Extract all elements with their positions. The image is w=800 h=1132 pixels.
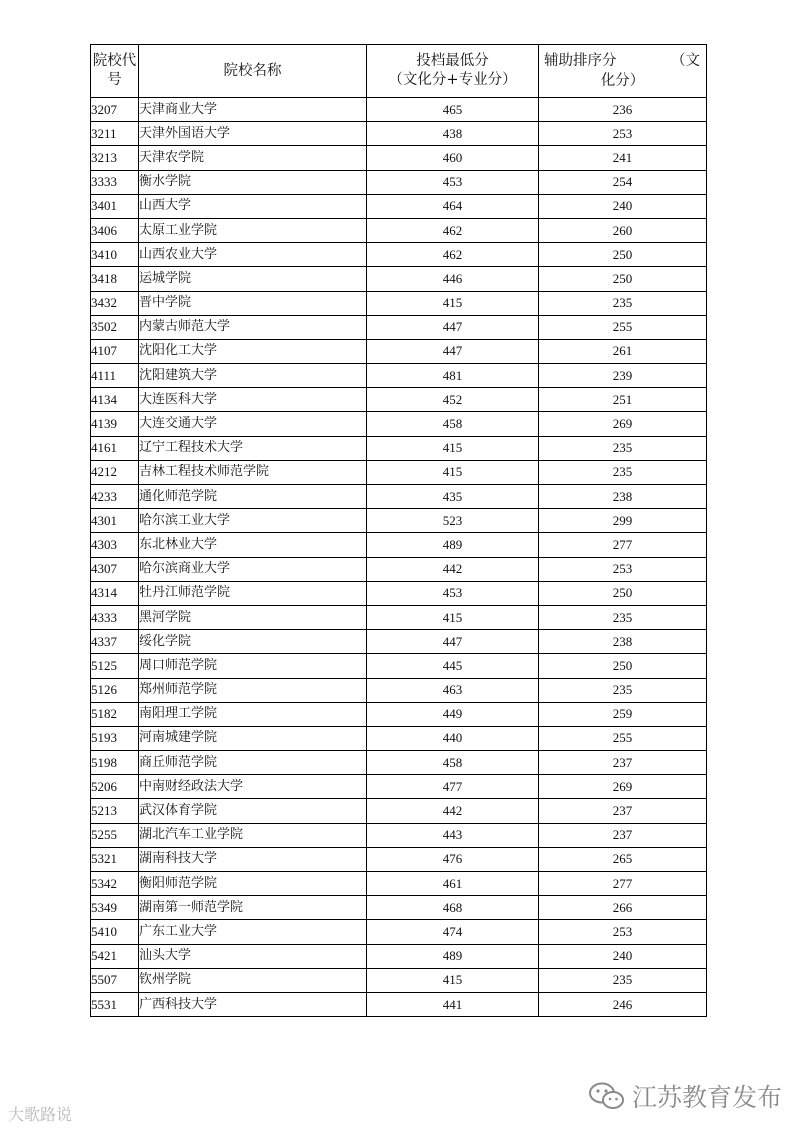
school-name-cell: 中南财经政法大学: [139, 775, 367, 799]
school-code-cell: 4107: [91, 339, 139, 363]
school-name-cell: 通化师范学院: [139, 485, 367, 509]
school-code-cell: 5421: [91, 944, 139, 968]
school-code-cell: 5531: [91, 992, 139, 1016]
aux-score-cell: 255: [539, 726, 707, 750]
header-aux-score-paren: （文: [671, 53, 700, 69]
aux-score-cell: 260: [539, 218, 707, 242]
aux-score-cell: 269: [539, 412, 707, 436]
min-score-cell: 461: [367, 872, 539, 896]
school-code-cell: 3401: [91, 194, 139, 218]
school-code-cell: 4314: [91, 581, 139, 605]
table-row: [91, 872, 707, 896]
aux-score-cell: 235: [539, 678, 707, 702]
min-score-cell: 442: [367, 799, 539, 823]
school-code-cell: 5198: [91, 751, 139, 775]
aux-score-cell: 236: [539, 98, 707, 122]
min-score-cell: 489: [367, 944, 539, 968]
school-code-cell: 5182: [91, 702, 139, 726]
min-score-cell: 446: [367, 267, 539, 291]
school-name-cell: 湖南科技大学: [139, 847, 367, 871]
header-aux-score-line2: 化分）: [600, 73, 645, 89]
school-code-cell: 3213: [91, 146, 139, 170]
school-name-cell: 大连医科大学: [139, 388, 367, 412]
school-name-cell: 山西大学: [139, 194, 367, 218]
school-code-cell: 5255: [91, 823, 139, 847]
aux-score-cell: 238: [539, 485, 707, 509]
school-name-cell: 河南城建学院: [139, 726, 367, 750]
table-row: [91, 364, 707, 388]
school-code-cell: 3211: [91, 122, 139, 146]
min-score-cell: 458: [367, 751, 539, 775]
watermark-left: 大歌路说: [8, 1105, 73, 1124]
school-name-cell: 辽宁工程技术大学: [139, 436, 367, 460]
min-score-cell: 452: [367, 388, 539, 412]
watermark-right: [588, 1078, 782, 1114]
aux-score-cell: 240: [539, 944, 707, 968]
aux-score-cell: 240: [539, 194, 707, 218]
school-code-cell: 4161: [91, 436, 139, 460]
school-code-cell: 4111: [91, 364, 139, 388]
min-score-cell: 453: [367, 170, 539, 194]
min-score-cell: 465: [367, 98, 539, 122]
min-score-cell: 476: [367, 847, 539, 871]
min-score-cell: 435: [367, 485, 539, 509]
school-code-cell: 5193: [91, 726, 139, 750]
table-row: [91, 412, 707, 436]
school-code-cell: 4212: [91, 460, 139, 484]
school-code-cell: 5342: [91, 872, 139, 896]
table-row: [91, 726, 707, 750]
min-score-cell: 445: [367, 654, 539, 678]
school-code-cell: 5321: [91, 847, 139, 871]
aux-score-cell: 277: [539, 872, 707, 896]
aux-score-cell: 299: [539, 509, 707, 533]
school-name-cell: 哈尔滨工业大学: [139, 509, 367, 533]
school-code-cell: 4233: [91, 485, 139, 509]
school-name-cell: 大连交通大学: [139, 412, 367, 436]
school-code-cell: 5213: [91, 799, 139, 823]
table-row: [91, 98, 707, 122]
table-row: [91, 992, 707, 1016]
school-name-cell: 广西科技大学: [139, 992, 367, 1016]
table-row: [91, 823, 707, 847]
school-code-cell: 3406: [91, 218, 139, 242]
min-score-cell: 438: [367, 122, 539, 146]
min-score-cell: 453: [367, 581, 539, 605]
aux-score-cell: 250: [539, 243, 707, 267]
school-code-cell: 4333: [91, 605, 139, 629]
school-code-cell: 3502: [91, 315, 139, 339]
table-row: [91, 896, 707, 920]
min-score-cell: 443: [367, 823, 539, 847]
min-score-cell: 462: [367, 218, 539, 242]
aux-score-cell: 265: [539, 847, 707, 871]
min-score-cell: 468: [367, 896, 539, 920]
min-score-cell: 447: [367, 630, 539, 654]
aux-score-cell: 250: [539, 267, 707, 291]
min-score-cell: 523: [367, 509, 539, 533]
table-row: [91, 702, 707, 726]
school-code-cell: 5410: [91, 920, 139, 944]
min-score-cell: 477: [367, 775, 539, 799]
school-code-cell: 5125: [91, 654, 139, 678]
aux-score-cell: 237: [539, 799, 707, 823]
table-row: [91, 968, 707, 992]
header-row: [91, 45, 707, 98]
aux-score-cell: 253: [539, 920, 707, 944]
table-row: [91, 654, 707, 678]
school-name-cell: 衡水学院: [139, 170, 367, 194]
min-score-cell: 474: [367, 920, 539, 944]
min-score-cell: 440: [367, 726, 539, 750]
school-name-cell: 汕头大学: [139, 944, 367, 968]
table-row: [91, 146, 707, 170]
aux-score-cell: 235: [539, 605, 707, 629]
school-code-cell: 5126: [91, 678, 139, 702]
header-school-name: 院校名称: [139, 45, 367, 98]
school-code-cell: 3207: [91, 98, 139, 122]
school-code-cell: 4303: [91, 533, 139, 557]
min-score-cell: 447: [367, 315, 539, 339]
table-row: [91, 775, 707, 799]
aux-score-cell: 239: [539, 364, 707, 388]
header-min-score-line1: 投档最低分: [416, 53, 489, 69]
school-name-cell: 商丘师范学院: [139, 751, 367, 775]
table-row: [91, 339, 707, 363]
header-aux-score: [539, 45, 707, 98]
school-code-cell: 5507: [91, 968, 139, 992]
aux-score-cell: 238: [539, 630, 707, 654]
min-score-cell: 415: [367, 460, 539, 484]
school-name-cell: 天津商业大学: [139, 98, 367, 122]
aux-score-cell: 259: [539, 702, 707, 726]
aux-score-cell: 255: [539, 315, 707, 339]
table-row: [91, 388, 707, 412]
table-row: [91, 291, 707, 315]
table-row: [91, 630, 707, 654]
table-row: [91, 122, 707, 146]
school-name-cell: 郑州师范学院: [139, 678, 367, 702]
school-name-cell: 内蒙古师范大学: [139, 315, 367, 339]
table-row: [91, 799, 707, 823]
table-row: [91, 605, 707, 629]
admission-score-table: [90, 44, 707, 1017]
school-name-cell: 哈尔滨商业大学: [139, 557, 367, 581]
min-score-cell: 489: [367, 533, 539, 557]
min-score-cell: 460: [367, 146, 539, 170]
aux-score-cell: 250: [539, 581, 707, 605]
wechat-icon: [588, 1081, 626, 1111]
aux-score-cell: 246: [539, 992, 707, 1016]
min-score-cell: 464: [367, 194, 539, 218]
school-code-cell: 3432: [91, 291, 139, 315]
table-row: [91, 194, 707, 218]
table-body: [91, 98, 707, 1017]
header-min-score-line2: （文化分+专业分）: [388, 72, 517, 88]
aux-score-cell: 253: [539, 122, 707, 146]
school-name-cell: 天津农学院: [139, 146, 367, 170]
school-name-cell: 沈阳建筑大学: [139, 364, 367, 388]
school-name-cell: 运城学院: [139, 267, 367, 291]
school-name-cell: 牡丹江师范学院: [139, 581, 367, 605]
aux-score-cell: 251: [539, 388, 707, 412]
aux-score-cell: 235: [539, 436, 707, 460]
aux-score-cell: 254: [539, 170, 707, 194]
table-row: [91, 944, 707, 968]
header-min-score: [367, 45, 539, 98]
aux-score-cell: 250: [539, 654, 707, 678]
school-name-cell: 绥化学院: [139, 630, 367, 654]
table-row: [91, 218, 707, 242]
school-name-cell: 吉林工程技术师范学院: [139, 460, 367, 484]
min-score-cell: 458: [367, 412, 539, 436]
school-name-cell: 天津外国语大学: [139, 122, 367, 146]
table-row: [91, 533, 707, 557]
table-row: [91, 751, 707, 775]
min-score-cell: 441: [367, 992, 539, 1016]
aux-score-cell: 277: [539, 533, 707, 557]
min-score-cell: 442: [367, 557, 539, 581]
school-name-cell: 武汉体育学院: [139, 799, 367, 823]
header-aux-score-line1: 辅助排序分: [544, 53, 617, 69]
school-code-cell: 5206: [91, 775, 139, 799]
table-row: [91, 267, 707, 291]
school-name-cell: 南阳理工学院: [139, 702, 367, 726]
min-score-cell: 462: [367, 243, 539, 267]
header-school-code: 院校代号: [91, 45, 139, 98]
school-name-cell: 东北林业大学: [139, 533, 367, 557]
table-row: [91, 170, 707, 194]
min-score-cell: 415: [367, 605, 539, 629]
table-row: [91, 460, 707, 484]
school-name-cell: 广东工业大学: [139, 920, 367, 944]
min-score-cell: 415: [367, 968, 539, 992]
school-name-cell: 山西农业大学: [139, 243, 367, 267]
school-code-cell: 5349: [91, 896, 139, 920]
table-row: [91, 581, 707, 605]
table-row: [91, 847, 707, 871]
school-code-cell: 4301: [91, 509, 139, 533]
aux-score-cell: 261: [539, 339, 707, 363]
table-row: [91, 920, 707, 944]
min-score-cell: 449: [367, 702, 539, 726]
school-name-cell: 周口师范学院: [139, 654, 367, 678]
table-row: [91, 678, 707, 702]
school-name-cell: 沈阳化工大学: [139, 339, 367, 363]
table-row: [91, 315, 707, 339]
school-name-cell: 湖南第一师范学院: [139, 896, 367, 920]
school-code-cell: 3333: [91, 170, 139, 194]
table-row: [91, 509, 707, 533]
aux-score-cell: 269: [539, 775, 707, 799]
school-code-cell: 3410: [91, 243, 139, 267]
aux-score-cell: 266: [539, 896, 707, 920]
min-score-cell: 481: [367, 364, 539, 388]
aux-score-cell: 241: [539, 146, 707, 170]
aux-score-cell: 237: [539, 823, 707, 847]
school-name-cell: 黑河学院: [139, 605, 367, 629]
aux-score-cell: 235: [539, 460, 707, 484]
min-score-cell: 463: [367, 678, 539, 702]
school-name-cell: 湖北汽车工业学院: [139, 823, 367, 847]
school-name-cell: 太原工业学院: [139, 218, 367, 242]
school-code-cell: 4307: [91, 557, 139, 581]
aux-score-cell: 235: [539, 968, 707, 992]
school-code-cell: 4134: [91, 388, 139, 412]
min-score-cell: 447: [367, 339, 539, 363]
table-row: [91, 436, 707, 460]
table-row: [91, 485, 707, 509]
school-code-cell: 4139: [91, 412, 139, 436]
school-name-cell: 钦州学院: [139, 968, 367, 992]
table-row: [91, 243, 707, 267]
school-name-cell: 晋中学院: [139, 291, 367, 315]
school-code-cell: 4337: [91, 630, 139, 654]
min-score-cell: 415: [367, 436, 539, 460]
aux-score-cell: 253: [539, 557, 707, 581]
min-score-cell: 415: [367, 291, 539, 315]
school-name-cell: 衡阳师范学院: [139, 872, 367, 896]
aux-score-cell: 235: [539, 291, 707, 315]
aux-score-cell: 237: [539, 751, 707, 775]
watermark-right-text: 江苏教育发布: [631, 1083, 782, 1112]
school-code-cell: 3418: [91, 267, 139, 291]
table-row: [91, 557, 707, 581]
